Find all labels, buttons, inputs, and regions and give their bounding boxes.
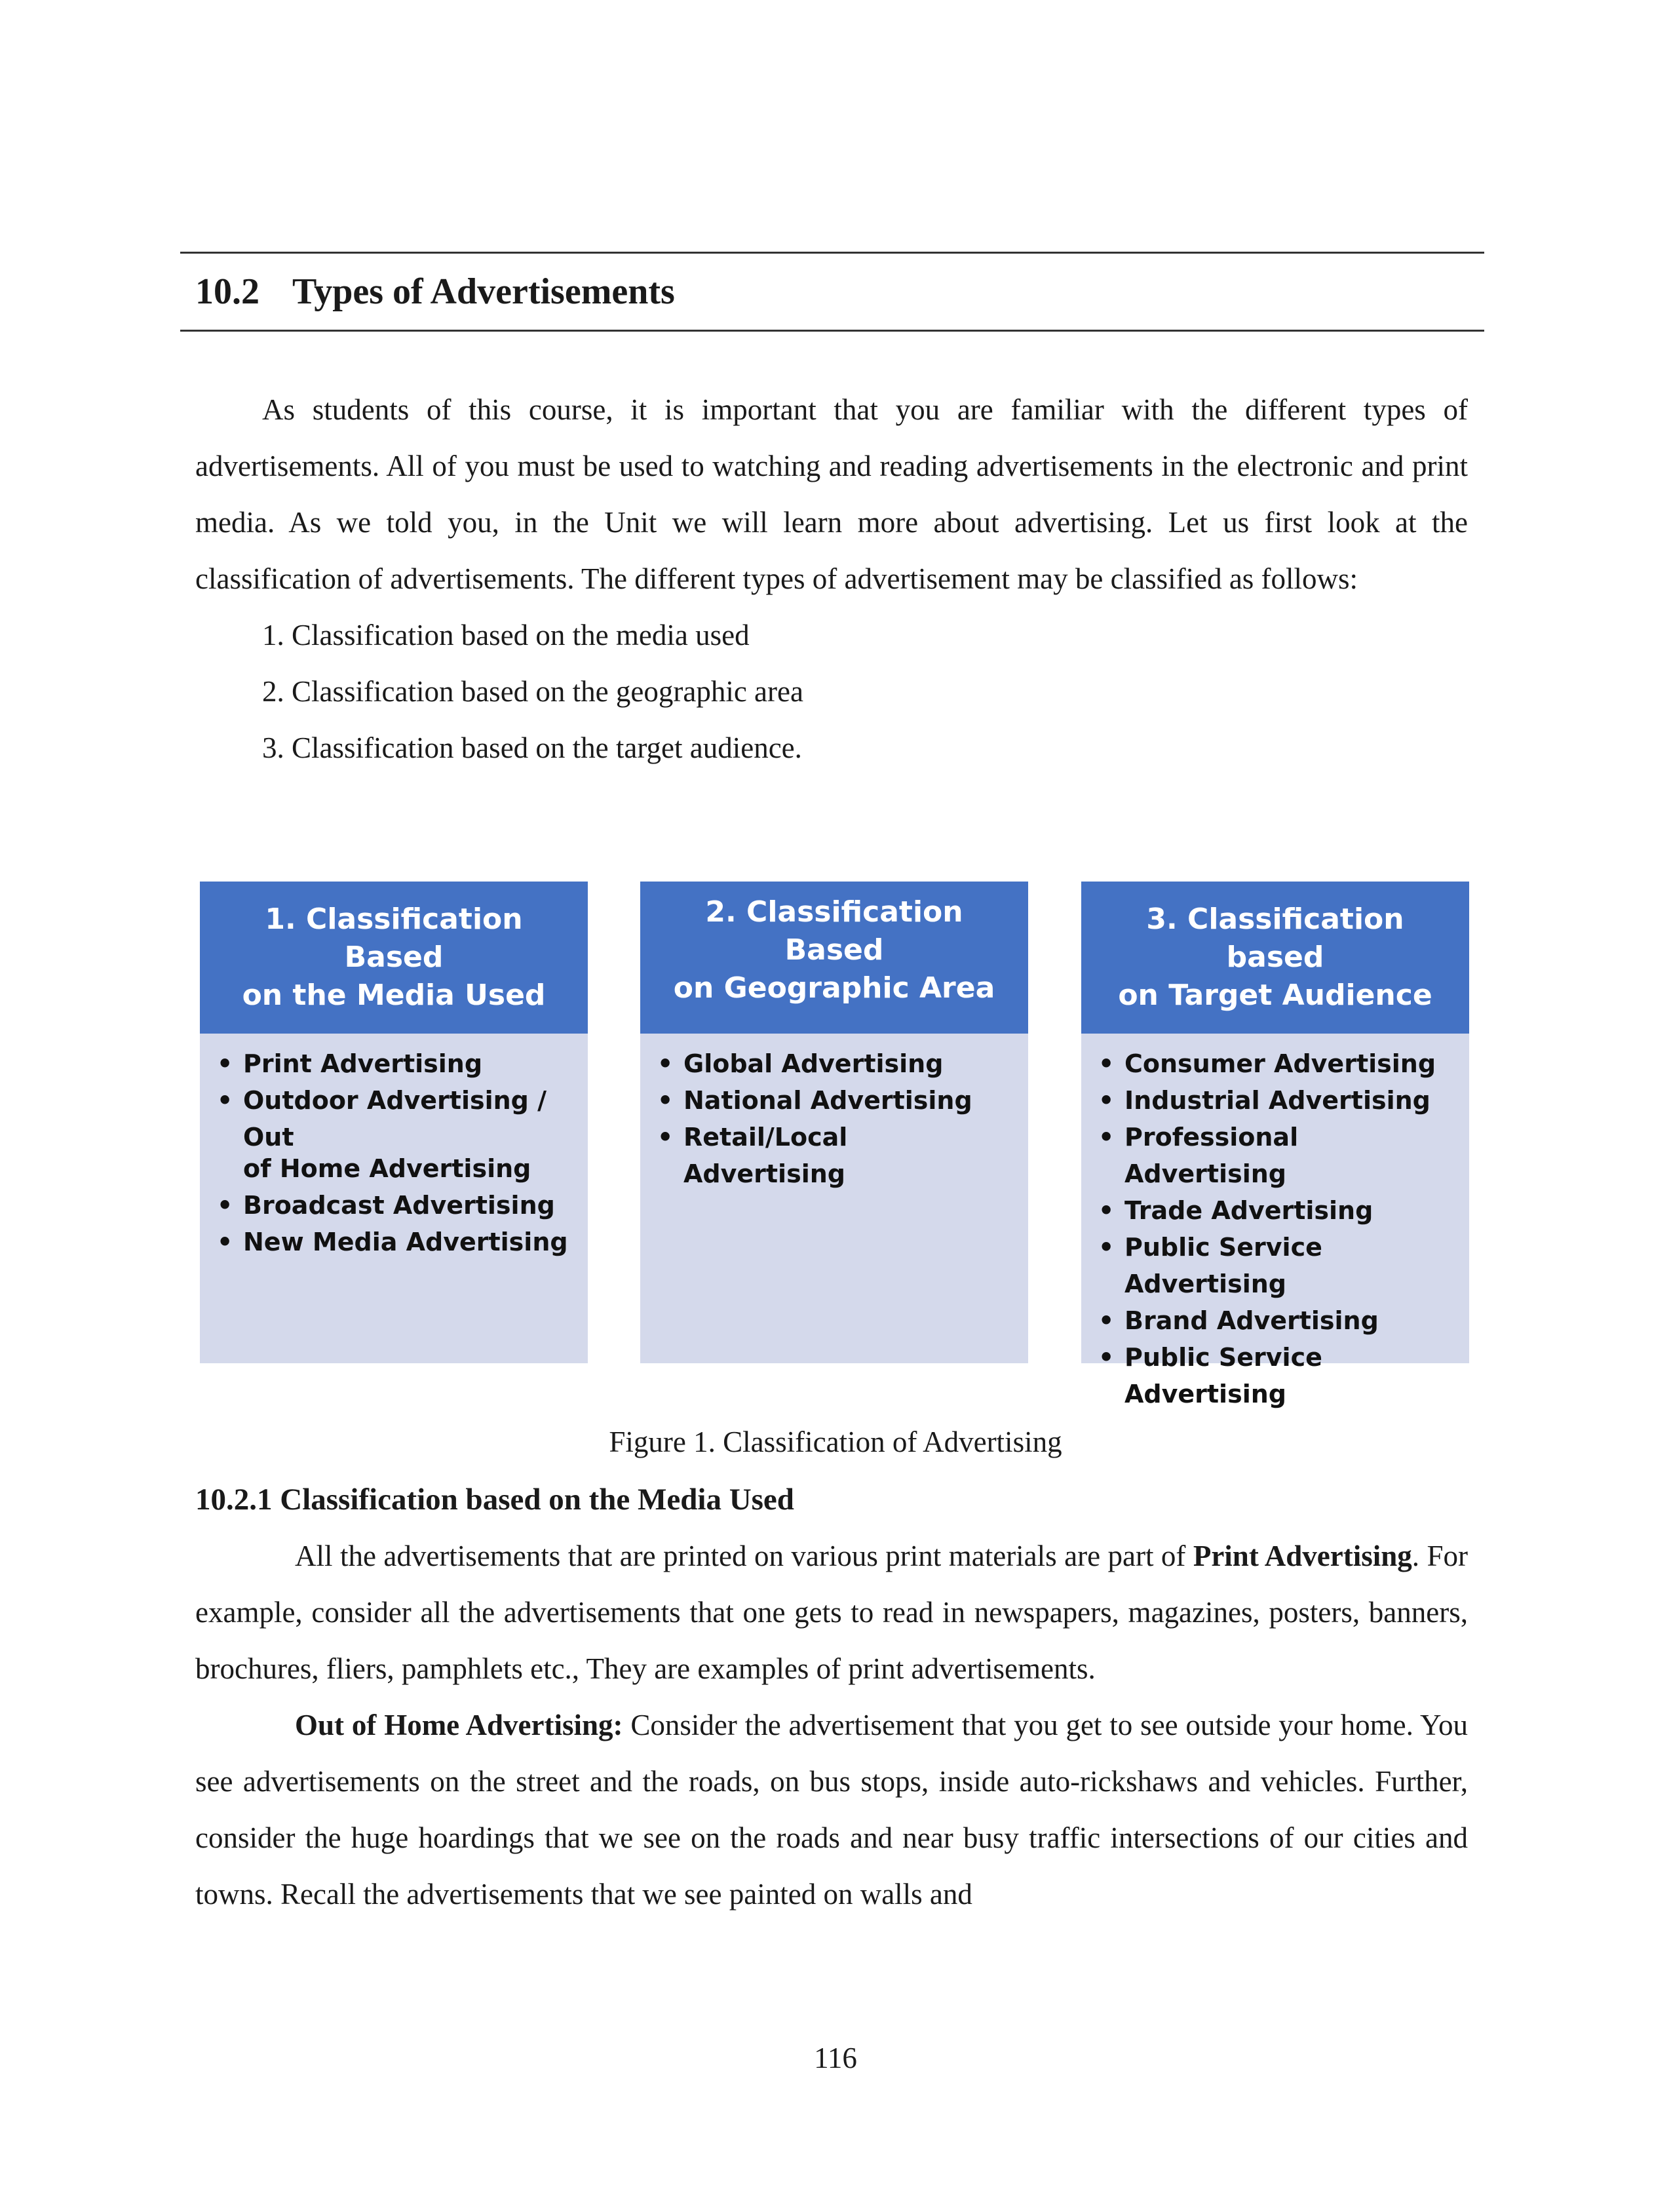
- classification-list-item: 3. Classification based on the target audience.: [262, 731, 802, 764]
- heading-line: 1. Classification Based: [265, 902, 523, 974]
- list-item: • Professional Advertising: [1094, 1119, 1456, 1192]
- list-item: • Retail/Local Advertising: [653, 1119, 1015, 1192]
- intro-block: [195, 381, 1468, 776]
- list-item: • Brand Advertising: [1094, 1302, 1456, 1339]
- geographic-area-heading: [640, 882, 1028, 1034]
- section-heading: [195, 269, 675, 315]
- bullet-icon: •: [217, 1191, 233, 1220]
- classification-list: [195, 607, 1468, 776]
- bullet-icon: •: [657, 1049, 674, 1078]
- list-item: • New Media Advertising: [213, 1224, 575, 1260]
- geographic-area-list: [640, 1034, 1028, 1192]
- list-item: • Broadcast Advertising: [213, 1187, 575, 1224]
- bullet-icon: •: [217, 1228, 233, 1256]
- classification-list-item: 2. Classification based on the geographic area: [262, 675, 803, 708]
- classification-figure: [200, 882, 1469, 1408]
- page-number: 116: [814, 2042, 857, 2074]
- list-item: • Print Advertising: [213, 1045, 575, 1082]
- target-audience-list: [1081, 1034, 1469, 1412]
- list-item: • Industrial Advertising: [1094, 1082, 1456, 1119]
- list-item: • Trade Advertising: [1094, 1192, 1456, 1229]
- heading-line: 3. Classification based: [1146, 902, 1404, 974]
- section-number: 10.2: [195, 271, 259, 312]
- heading-top-rule: [180, 252, 1484, 254]
- bullet-icon: •: [1098, 1086, 1115, 1115]
- figure-caption: Figure 1. Classification of Advertising: [609, 1426, 1062, 1458]
- list-item: • Consumer Advertising: [1094, 1045, 1456, 1082]
- media-used-column: [200, 882, 588, 1363]
- heading-line: on Target Audience: [1118, 979, 1432, 1012]
- print-advertising-term: Print Advertising: [1193, 1540, 1412, 1572]
- bullet-icon: •: [657, 1123, 674, 1152]
- bullet-icon: •: [1098, 1306, 1115, 1335]
- bullet-icon: •: [1098, 1343, 1115, 1372]
- list-item: • Global Advertising: [653, 1045, 1015, 1082]
- heading-line: on Geographic Area: [673, 971, 995, 1005]
- list-item: • Outdoor Advertising / Out of Home Advertising: [213, 1082, 575, 1184]
- intro-paragraph: As students of this course, it is important that you are familiar with the different types of advertisements. All of you must be used to watching and reading advertisements in the electronic and print media. As we told you, in the Unit we will learn more about advertising. Let us first look at the classification of advertisements. The different types of advertisement may be classified as follows:: [195, 393, 1468, 595]
- out-of-home-paragraph: Out of Home Advertising: Consider the advertisement that you get to see outside your home. You see advertisements on the street and the roads, on bus stops, inside auto-rickshaws and vehicles. Further, consider the huge hoardings that we see on the roads and near busy traffic intersections of our cities and towns. Recall the advertisements that we see painted on walls and: [195, 1709, 1468, 1911]
- list-item: • Public Service Advertising: [1094, 1229, 1456, 1302]
- print-advertising-paragraph: All the advertisements that are printed on various print materials are part of Print Advertising. For example, consider all the advertisements that one gets to read in newspapers, magazines, posters, banners, brochures, fliers, pamphlets etc., They are examples of print advertisements.: [195, 1540, 1469, 1685]
- heading-bottom-rule: [180, 330, 1484, 332]
- list-item: • National Advertising: [653, 1082, 1015, 1119]
- media-used-list: [200, 1034, 588, 1260]
- list-item: • Public Service Advertising: [1094, 1339, 1456, 1412]
- section-title: Types of Advertisements: [292, 271, 675, 312]
- geographic-area-column: [640, 882, 1028, 1363]
- heading-line: 2. Classification Based: [705, 895, 963, 967]
- bullet-icon: •: [1098, 1123, 1115, 1152]
- bullet-icon: •: [657, 1086, 674, 1115]
- subsection-heading: 10.2.1 Classification based on the Media Used: [195, 1483, 794, 1517]
- target-audience-heading: [1081, 882, 1469, 1034]
- target-audience-column: [1081, 882, 1469, 1408]
- out-of-home-term: Out of Home Advertising:: [295, 1709, 623, 1741]
- media-used-heading: [200, 882, 588, 1034]
- subsection-block: [195, 1471, 1468, 1922]
- heading-line: on the Media Used: [242, 979, 546, 1012]
- classification-list-item: 1. Classification based on the media used: [262, 619, 750, 651]
- bullet-icon: •: [1098, 1196, 1115, 1225]
- bullet-icon: •: [217, 1086, 233, 1115]
- bullet-icon: •: [1098, 1233, 1115, 1262]
- bullet-icon: •: [217, 1049, 233, 1078]
- bullet-icon: •: [1098, 1049, 1115, 1078]
